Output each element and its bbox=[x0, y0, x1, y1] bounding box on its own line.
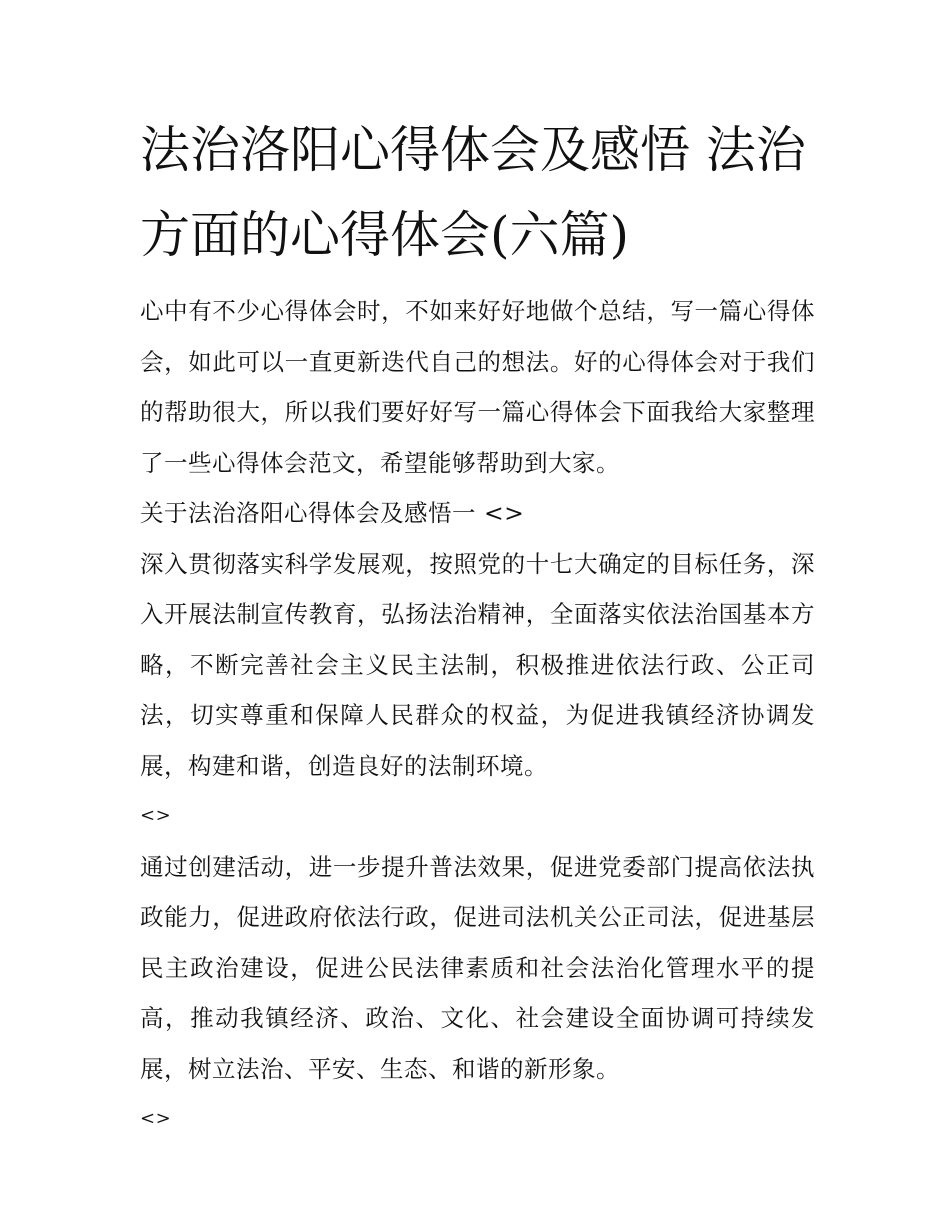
section-heading: 关于法治洛阳心得体会及感悟一 <> bbox=[140, 499, 525, 527]
body-paragraph: 通过创建活动，进一步提升普法效果，促进党委部门提高依法执政能力，促进政府依法行政，促进司法机关公正司法，促进基层民主政治建设，促进公民法律素质和社会法治化管理水平的提高，推动我镇经济、政治、文化、社会建设全面协调可持续发展，树立法治、平安、生态、和谐的新形象。 bbox=[140, 852, 815, 1083]
placeholder-marker: <> bbox=[140, 805, 172, 826]
document-page bbox=[140, 108, 815, 1145]
document-body bbox=[140, 286, 815, 1145]
placeholder-marker: <> bbox=[140, 1108, 172, 1129]
document-title: 法治洛阳心得体会及感悟 法治方面的心得体会(六篇) bbox=[140, 121, 806, 264]
body-paragraph: 深入贯彻落实科学发展观，按照党的十七大确定的目标任务，深入开展法制宣传教育，弘扬法治精神，全面落实依法治国基本方略，不断完善社会主义民主法制，积极推进依法行政、公正司法，切实尊重和保障人民群众的权益，为促进我镇经济协调发展，构建和谐，创造良好的法制环境。 bbox=[140, 549, 815, 780]
intro-paragraph: 心中有不少心得体会时，不如来好好地做个总结，写一篇心得体会，如此可以一直更新迭代自己的想法。好的心得体会对于我们的帮助很大，所以我们要好好写一篇心得体会下面我给大家整理了一些心得体会范文，希望能够帮助到大家。 bbox=[140, 297, 815, 477]
